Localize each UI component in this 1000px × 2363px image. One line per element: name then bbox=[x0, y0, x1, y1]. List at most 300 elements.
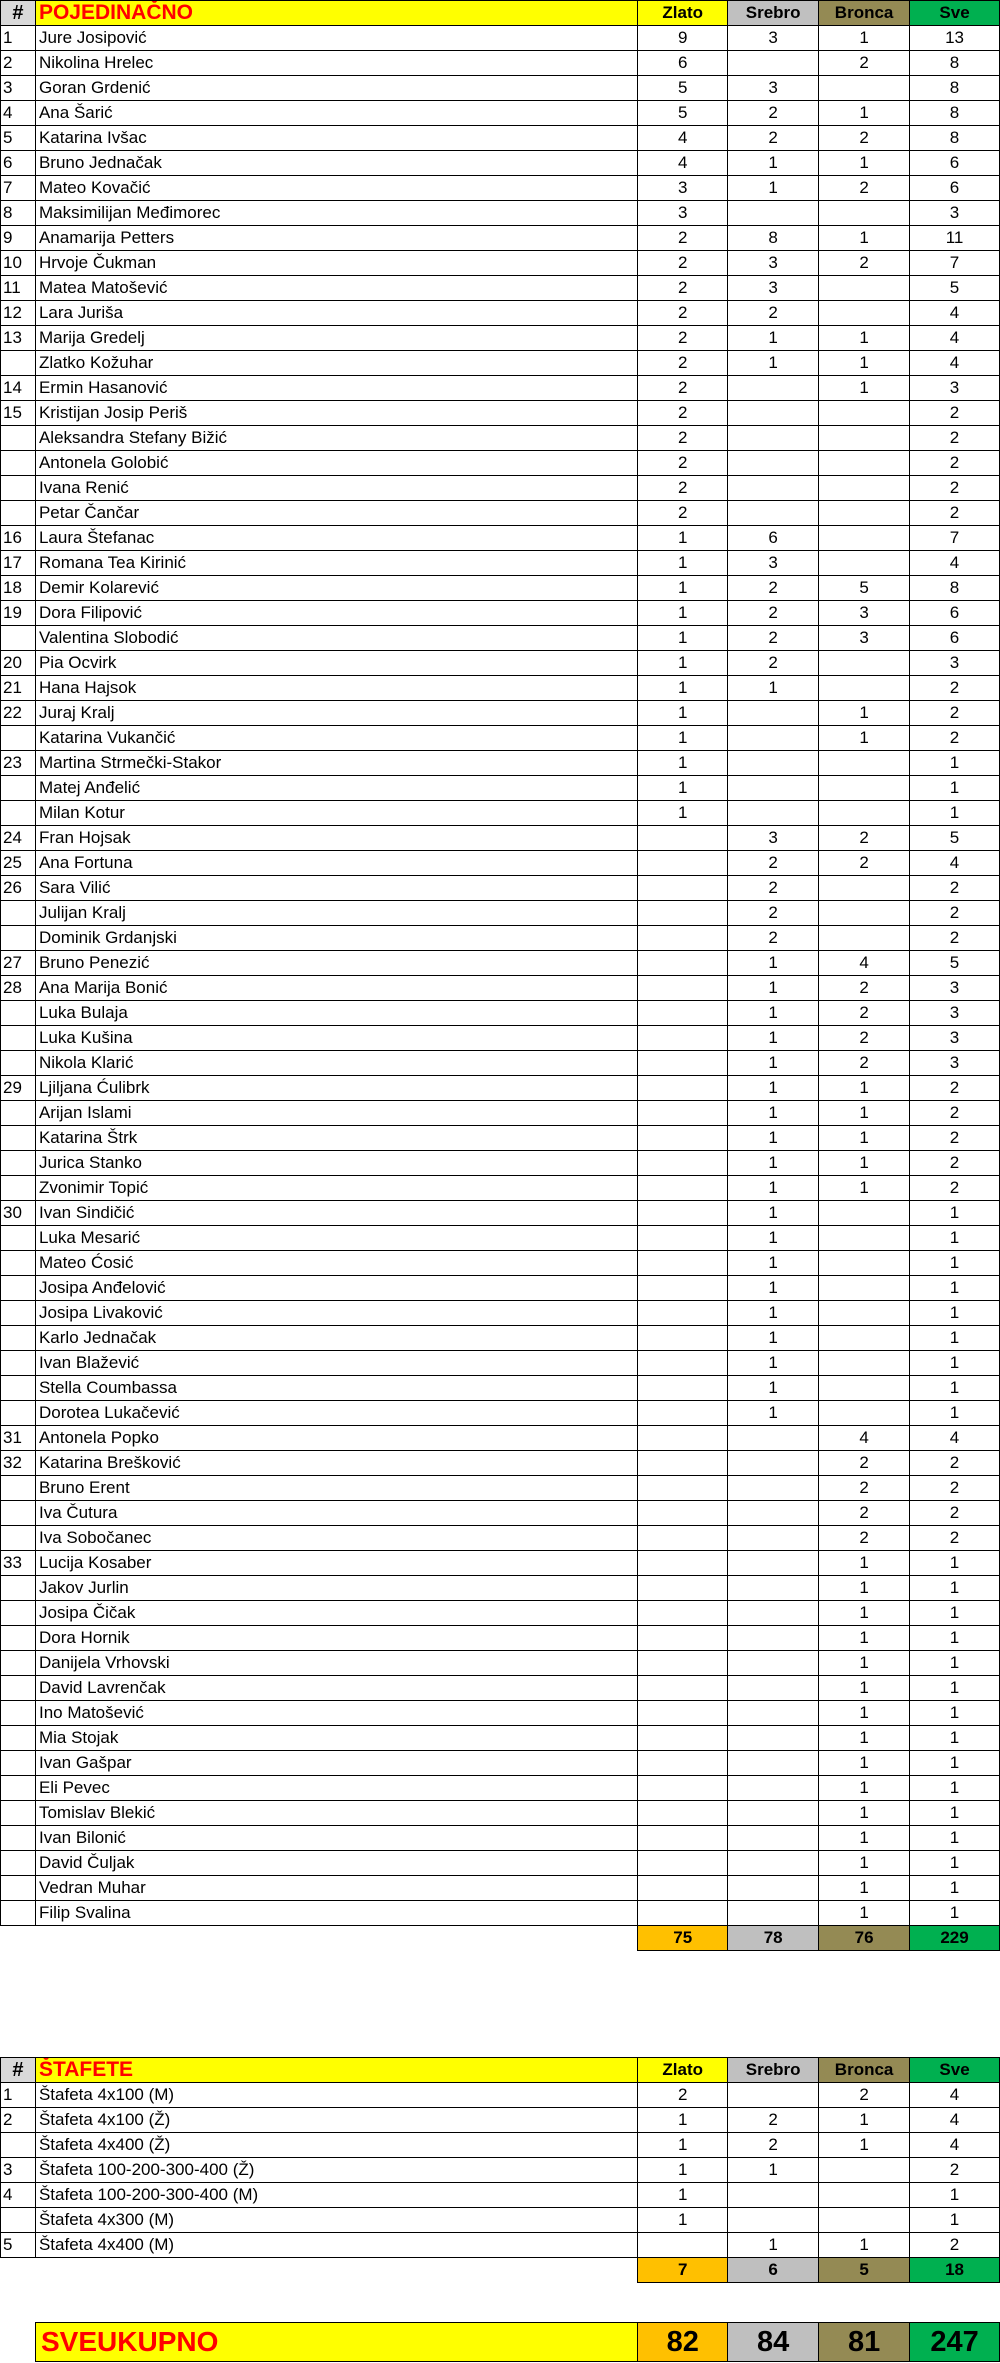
total-cell: 2 bbox=[910, 401, 1000, 426]
relay-medal-table bbox=[0, 2057, 1000, 2283]
gold-cell bbox=[638, 1601, 728, 1626]
rank-cell: 8 bbox=[1, 201, 36, 226]
total-cell: 1 bbox=[910, 1726, 1000, 1751]
total-cell: 5 bbox=[910, 951, 1000, 976]
gold-cell bbox=[638, 1551, 728, 1576]
silver-cell bbox=[728, 1876, 819, 1901]
silver-cell: 1 bbox=[728, 951, 819, 976]
silver-cell: 1 bbox=[728, 326, 819, 351]
gold-cell: 2 bbox=[638, 276, 728, 301]
total-cell: 1 bbox=[910, 1201, 1000, 1226]
silver-cell bbox=[728, 1851, 819, 1876]
name-cell: Nikolina Hrelec bbox=[35, 51, 637, 76]
gold-cell: 5 bbox=[638, 101, 728, 126]
rank-cell: 18 bbox=[1, 576, 36, 601]
athlete-row bbox=[1, 51, 1000, 76]
silver-cell: 1 bbox=[728, 1001, 819, 1026]
name-cell: Zlatko Kožuhar bbox=[35, 351, 637, 376]
gold-cell: 5 bbox=[638, 76, 728, 101]
name-cell: David Čuljak bbox=[35, 1851, 637, 1876]
gold-cell bbox=[638, 1701, 728, 1726]
bronze-cell bbox=[819, 76, 910, 101]
gold-cell: 2 bbox=[638, 426, 728, 451]
relay-row bbox=[1, 2083, 1000, 2108]
name-cell: Jure Josipović bbox=[35, 26, 637, 51]
gold-cell bbox=[638, 1326, 728, 1351]
gold-header: Zlato bbox=[638, 2058, 728, 2083]
rank-cell: 22 bbox=[1, 701, 36, 726]
name-cell: Petar Čančar bbox=[35, 501, 637, 526]
gold-cell bbox=[638, 1476, 728, 1501]
rank-cell: 1 bbox=[1, 2083, 36, 2108]
name-cell: Mateo Kovačić bbox=[35, 176, 637, 201]
bronze-cell bbox=[819, 1326, 910, 1351]
relay-row bbox=[1, 2158, 1000, 2183]
rank-cell bbox=[1, 1226, 36, 1251]
rank-cell: 14 bbox=[1, 376, 36, 401]
bronze-cell: 1 bbox=[819, 1876, 910, 1901]
gold-cell bbox=[638, 826, 728, 851]
athlete-row bbox=[1, 1601, 1000, 1626]
bronze-cell bbox=[819, 551, 910, 576]
athlete-row bbox=[1, 751, 1000, 776]
totals-spacer bbox=[1, 2258, 36, 2283]
name-cell: Ivan Blažević bbox=[35, 1351, 637, 1376]
relay-row bbox=[1, 2233, 1000, 2258]
name-cell: Hrvoje Čukman bbox=[35, 251, 637, 276]
bronze-cell: 1 bbox=[819, 2133, 910, 2158]
total-cell: 2 bbox=[910, 1151, 1000, 1176]
silver-cell bbox=[728, 776, 819, 801]
rank-cell bbox=[1, 2208, 36, 2233]
name-cell: Matea Matošević bbox=[35, 276, 637, 301]
bronze-cell bbox=[819, 426, 910, 451]
athlete-row bbox=[1, 1626, 1000, 1651]
bronze-header: Bronca bbox=[819, 1, 910, 26]
rank-cell bbox=[1, 1126, 36, 1151]
name-cell: Katarina Vukančić bbox=[35, 726, 637, 751]
name-cell: Katarina Štrk bbox=[35, 1126, 637, 1151]
silver-cell bbox=[728, 1801, 819, 1826]
total-cell: 1 bbox=[910, 1751, 1000, 1776]
athlete-row bbox=[1, 901, 1000, 926]
relay-row bbox=[1, 2133, 1000, 2158]
rank-cell bbox=[1, 1676, 36, 1701]
silver-cell bbox=[728, 1826, 819, 1851]
bronze-cell: 1 bbox=[819, 1151, 910, 1176]
bronze-cell bbox=[819, 1351, 910, 1376]
bronze-cell: 1 bbox=[819, 2108, 910, 2133]
name-cell: Dorotea Lukačević bbox=[35, 1401, 637, 1426]
silver-cell bbox=[728, 1626, 819, 1651]
rank-cell bbox=[1, 1601, 36, 1626]
rank-cell: 5 bbox=[1, 126, 36, 151]
bronze-cell: 1 bbox=[819, 101, 910, 126]
athlete-row bbox=[1, 1651, 1000, 1676]
name-cell: Ana Marija Bonić bbox=[35, 976, 637, 1001]
relay-totals-row bbox=[1, 2258, 1000, 2283]
gold-cell bbox=[638, 1101, 728, 1126]
total-cell: 2 bbox=[910, 501, 1000, 526]
bronze-cell bbox=[819, 526, 910, 551]
total-cell: 1 bbox=[910, 2208, 1000, 2233]
silver-cell bbox=[728, 476, 819, 501]
name-cell: Tomislav Blekić bbox=[35, 1801, 637, 1826]
bronze-cell: 2 bbox=[819, 176, 910, 201]
total-cell: 1 bbox=[910, 1876, 1000, 1901]
bronze-cell bbox=[819, 751, 910, 776]
gold-cell: 1 bbox=[638, 626, 728, 651]
athlete-row bbox=[1, 1851, 1000, 1876]
rank-cell bbox=[1, 1826, 36, 1851]
total-cell: 2 bbox=[910, 676, 1000, 701]
gold-cell bbox=[638, 1776, 728, 1801]
silver-cell bbox=[728, 1726, 819, 1751]
silver-cell bbox=[728, 1776, 819, 1801]
gold-cell bbox=[638, 1251, 728, 1276]
athlete-row bbox=[1, 1751, 1000, 1776]
silver-cell bbox=[728, 376, 819, 401]
rank-cell bbox=[1, 1776, 36, 1801]
bronze-cell: 1 bbox=[819, 701, 910, 726]
silver-cell: 1 bbox=[728, 1351, 819, 1376]
athlete-row bbox=[1, 1076, 1000, 1101]
rank-cell bbox=[1, 1051, 36, 1076]
rank-cell bbox=[1, 1301, 36, 1326]
athlete-row bbox=[1, 176, 1000, 201]
name-cell: Ivan Bilonić bbox=[35, 1826, 637, 1851]
gold-cell: 1 bbox=[638, 576, 728, 601]
athlete-row bbox=[1, 1276, 1000, 1301]
name-cell: Bruno Jednačak bbox=[35, 151, 637, 176]
bronze-cell: 1 bbox=[819, 1801, 910, 1826]
total-cell: 2 bbox=[910, 451, 1000, 476]
total-cell: 6 bbox=[910, 151, 1000, 176]
gold-cell bbox=[638, 1901, 728, 1926]
gold-cell bbox=[638, 1351, 728, 1376]
bronze-cell: 4 bbox=[819, 951, 910, 976]
total-cell: 2 bbox=[910, 426, 1000, 451]
silver-cell bbox=[728, 1501, 819, 1526]
silver-cell bbox=[728, 751, 819, 776]
athlete-row bbox=[1, 1576, 1000, 1601]
athlete-row bbox=[1, 1351, 1000, 1376]
total-cell: 1 bbox=[910, 1276, 1000, 1301]
silver-cell: 2 bbox=[728, 2133, 819, 2158]
gold-cell bbox=[638, 1576, 728, 1601]
grand-all-total: 247 bbox=[910, 2323, 1000, 2362]
name-cell: Ana Šarić bbox=[35, 101, 637, 126]
total-cell: 2 bbox=[910, 726, 1000, 751]
silver-cell: 1 bbox=[728, 676, 819, 701]
total-cell: 2 bbox=[910, 876, 1000, 901]
silver-cell bbox=[728, 801, 819, 826]
bronze-cell: 1 bbox=[819, 1776, 910, 1801]
athlete-row bbox=[1, 776, 1000, 801]
rank-cell bbox=[1, 476, 36, 501]
name-cell: Mia Stojak bbox=[35, 1726, 637, 1751]
athlete-row bbox=[1, 226, 1000, 251]
rank-cell bbox=[1, 1851, 36, 1876]
athlete-row bbox=[1, 701, 1000, 726]
individual-header-row bbox=[1, 1, 1000, 26]
name-cell: Juraj Kralj bbox=[35, 701, 637, 726]
rank-cell bbox=[1, 1651, 36, 1676]
rank-cell bbox=[1, 1726, 36, 1751]
gold-cell: 2 bbox=[638, 376, 728, 401]
silver-cell: 1 bbox=[728, 1076, 819, 1101]
silver-cell bbox=[728, 1526, 819, 1551]
name-cell: Jakov Jurlin bbox=[35, 1576, 637, 1601]
silver-cell: 2 bbox=[728, 101, 819, 126]
gold-cell bbox=[638, 1501, 728, 1526]
total-cell: 4 bbox=[910, 551, 1000, 576]
bronze-cell: 2 bbox=[819, 826, 910, 851]
relay-rows bbox=[1, 2083, 1000, 2258]
bronze-cell: 1 bbox=[819, 1076, 910, 1101]
name-cell: Sara Vilić bbox=[35, 876, 637, 901]
athlete-row bbox=[1, 1451, 1000, 1476]
silver-cell: 1 bbox=[728, 1201, 819, 1226]
rank-cell: 25 bbox=[1, 851, 36, 876]
silver-cell: 3 bbox=[728, 76, 819, 101]
bronze-cell bbox=[819, 876, 910, 901]
grand-silver-total: 84 bbox=[728, 2323, 819, 2362]
total-cell: 8 bbox=[910, 51, 1000, 76]
rank-cell bbox=[1, 1901, 36, 1926]
rank-cell bbox=[1, 901, 36, 926]
silver-cell: 1 bbox=[728, 2158, 819, 2183]
athlete-row bbox=[1, 726, 1000, 751]
total-cell: 13 bbox=[910, 26, 1000, 51]
silver-cell: 1 bbox=[728, 1251, 819, 1276]
rank-cell: 26 bbox=[1, 876, 36, 901]
bronze-cell: 1 bbox=[819, 1176, 910, 1201]
athlete-row bbox=[1, 1376, 1000, 1401]
silver-cell: 8 bbox=[728, 226, 819, 251]
gold-cell: 1 bbox=[638, 751, 728, 776]
bronze-cell: 1 bbox=[819, 151, 910, 176]
total-cell: 2 bbox=[910, 1176, 1000, 1201]
total-cell: 4 bbox=[910, 851, 1000, 876]
silver-cell bbox=[728, 2083, 819, 2108]
gold-cell bbox=[638, 1001, 728, 1026]
athlete-row bbox=[1, 801, 1000, 826]
silver-cell bbox=[728, 1551, 819, 1576]
rank-cell bbox=[1, 1151, 36, 1176]
gold-cell bbox=[638, 1751, 728, 1776]
athlete-row bbox=[1, 1726, 1000, 1751]
bronze-cell: 1 bbox=[819, 351, 910, 376]
rank-cell bbox=[1, 1001, 36, 1026]
silver-cell: 1 bbox=[728, 2233, 819, 2258]
bronze-cell: 4 bbox=[819, 1426, 910, 1451]
name-cell: Ana Fortuna bbox=[35, 851, 637, 876]
silver-cell bbox=[728, 1576, 819, 1601]
rank-cell bbox=[1, 351, 36, 376]
name-cell: Ivan Sindičić bbox=[35, 1201, 637, 1226]
silver-cell: 1 bbox=[728, 1051, 819, 1076]
section-title-relays: ŠTAFETE bbox=[35, 2058, 637, 2083]
silver-cell: 2 bbox=[728, 901, 819, 926]
total-cell: 1 bbox=[910, 1376, 1000, 1401]
gold-cell: 1 bbox=[638, 526, 728, 551]
name-cell: Iva Čutura bbox=[35, 1501, 637, 1526]
gold-cell bbox=[638, 1076, 728, 1101]
all-total: 229 bbox=[910, 1926, 1000, 1951]
rank-cell bbox=[1, 1801, 36, 1826]
total-cell: 1 bbox=[910, 801, 1000, 826]
name-cell: Lucija Kosaber bbox=[35, 1551, 637, 1576]
silver-cell bbox=[728, 501, 819, 526]
name-cell: Matej Anđelić bbox=[35, 776, 637, 801]
gold-cell: 1 bbox=[638, 701, 728, 726]
rank-cell: 2 bbox=[1, 2108, 36, 2133]
athlete-row bbox=[1, 326, 1000, 351]
athlete-row bbox=[1, 851, 1000, 876]
rank-cell: 23 bbox=[1, 751, 36, 776]
bronze-cell bbox=[819, 201, 910, 226]
name-cell: Milan Kotur bbox=[35, 801, 637, 826]
total-cell: 2 bbox=[910, 1101, 1000, 1126]
athlete-row bbox=[1, 976, 1000, 1001]
gold-cell bbox=[638, 926, 728, 951]
bronze-cell bbox=[819, 1276, 910, 1301]
total-cell: 1 bbox=[910, 776, 1000, 801]
silver-cell: 2 bbox=[728, 626, 819, 651]
name-cell: Fran Hojsak bbox=[35, 826, 637, 851]
bronze-cell bbox=[819, 2183, 910, 2208]
bronze-cell: 1 bbox=[819, 1751, 910, 1776]
gold-cell: 2 bbox=[638, 251, 728, 276]
relay-header-row bbox=[1, 2058, 1000, 2083]
bronze-header: Bronca bbox=[819, 2058, 910, 2083]
rank-cell: 27 bbox=[1, 951, 36, 976]
silver-cell: 2 bbox=[728, 851, 819, 876]
athlete-row bbox=[1, 1151, 1000, 1176]
total-cell: 2 bbox=[910, 1126, 1000, 1151]
total-cell: 2 bbox=[910, 1451, 1000, 1476]
gold-cell: 1 bbox=[638, 2208, 728, 2233]
silver-cell bbox=[728, 2208, 819, 2233]
grand-total-row bbox=[36, 2323, 1000, 2362]
gold-cell bbox=[638, 1026, 728, 1051]
bronze-cell bbox=[819, 2208, 910, 2233]
name-cell: Štafeta 100-200-300-400 (Ž) bbox=[35, 2158, 637, 2183]
bronze-cell: 1 bbox=[819, 1576, 910, 1601]
total-header: Sve bbox=[910, 1, 1000, 26]
total-cell: 4 bbox=[910, 1426, 1000, 1451]
gold-cell: 1 bbox=[638, 2158, 728, 2183]
athlete-row bbox=[1, 1476, 1000, 1501]
total-cell: 1 bbox=[910, 1326, 1000, 1351]
silver-cell bbox=[728, 1751, 819, 1776]
rank-cell: 4 bbox=[1, 2183, 36, 2208]
name-cell: Štafeta 100-200-300-400 (M) bbox=[35, 2183, 637, 2208]
athlete-row bbox=[1, 1701, 1000, 1726]
gold-cell bbox=[638, 1276, 728, 1301]
gold-cell: 3 bbox=[638, 176, 728, 201]
name-cell: Eli Pevec bbox=[35, 1776, 637, 1801]
name-cell: Ivana Renić bbox=[35, 476, 637, 501]
name-cell: Zvonimir Topić bbox=[35, 1176, 637, 1201]
silver-cell bbox=[728, 451, 819, 476]
rank-cell bbox=[1, 426, 36, 451]
silver-cell: 1 bbox=[728, 976, 819, 1001]
total-cell: 2 bbox=[910, 1526, 1000, 1551]
bronze-cell: 2 bbox=[819, 1051, 910, 1076]
name-cell: Vedran Muhar bbox=[35, 1876, 637, 1901]
athlete-row bbox=[1, 1101, 1000, 1126]
bronze-cell: 5 bbox=[819, 576, 910, 601]
silver-header: Srebro bbox=[728, 2058, 819, 2083]
silver-cell: 1 bbox=[728, 1126, 819, 1151]
total-cell: 1 bbox=[910, 2183, 1000, 2208]
total-cell: 2 bbox=[910, 476, 1000, 501]
name-cell: Romana Tea Kirinić bbox=[35, 551, 637, 576]
gold-cell bbox=[638, 1126, 728, 1151]
bronze-cell bbox=[819, 1401, 910, 1426]
gold-cell bbox=[638, 951, 728, 976]
gold-cell bbox=[638, 1226, 728, 1251]
total-cell: 4 bbox=[910, 301, 1000, 326]
gold-cell bbox=[638, 1376, 728, 1401]
gold-cell: 2 bbox=[638, 326, 728, 351]
athlete-row bbox=[1, 1201, 1000, 1226]
gold-cell: 2 bbox=[638, 451, 728, 476]
rank-cell bbox=[1, 726, 36, 751]
name-cell: Josipa Čičak bbox=[35, 1601, 637, 1626]
silver-cell: 6 bbox=[728, 526, 819, 551]
name-cell: Antonela Golobić bbox=[35, 451, 637, 476]
bronze-cell bbox=[819, 926, 910, 951]
silver-cell: 2 bbox=[728, 576, 819, 601]
silver-cell: 1 bbox=[728, 1026, 819, 1051]
silver-cell: 3 bbox=[728, 276, 819, 301]
gold-cell: 6 bbox=[638, 51, 728, 76]
total-cell: 1 bbox=[910, 1351, 1000, 1376]
bronze-total: 5 bbox=[819, 2258, 910, 2283]
bronze-cell bbox=[819, 451, 910, 476]
rank-cell: 16 bbox=[1, 526, 36, 551]
name-cell: Ivan Gašpar bbox=[35, 1751, 637, 1776]
rank-cell: 21 bbox=[1, 676, 36, 701]
gold-cell: 2 bbox=[638, 401, 728, 426]
gold-cell: 3 bbox=[638, 201, 728, 226]
silver-header: Srebro bbox=[728, 1, 819, 26]
gold-header: Zlato bbox=[638, 1, 728, 26]
silver-cell bbox=[728, 1451, 819, 1476]
athlete-row bbox=[1, 251, 1000, 276]
total-cell: 1 bbox=[910, 1226, 1000, 1251]
gold-cell bbox=[638, 851, 728, 876]
gold-cell: 1 bbox=[638, 676, 728, 701]
rank-cell bbox=[1, 1351, 36, 1376]
name-cell: Luka Bulaja bbox=[35, 1001, 637, 1026]
athlete-row bbox=[1, 1876, 1000, 1901]
silver-cell: 1 bbox=[728, 351, 819, 376]
name-cell: Nikola Klarić bbox=[35, 1051, 637, 1076]
athlete-row bbox=[1, 1401, 1000, 1426]
grand-bronze-total: 81 bbox=[819, 2323, 910, 2362]
rank-cell bbox=[1, 1526, 36, 1551]
gold-cell bbox=[638, 1301, 728, 1326]
bronze-cell bbox=[819, 476, 910, 501]
name-cell: Anamarija Petters bbox=[35, 226, 637, 251]
total-cell: 7 bbox=[910, 251, 1000, 276]
bronze-cell: 2 bbox=[819, 2083, 910, 2108]
silver-cell: 2 bbox=[728, 601, 819, 626]
